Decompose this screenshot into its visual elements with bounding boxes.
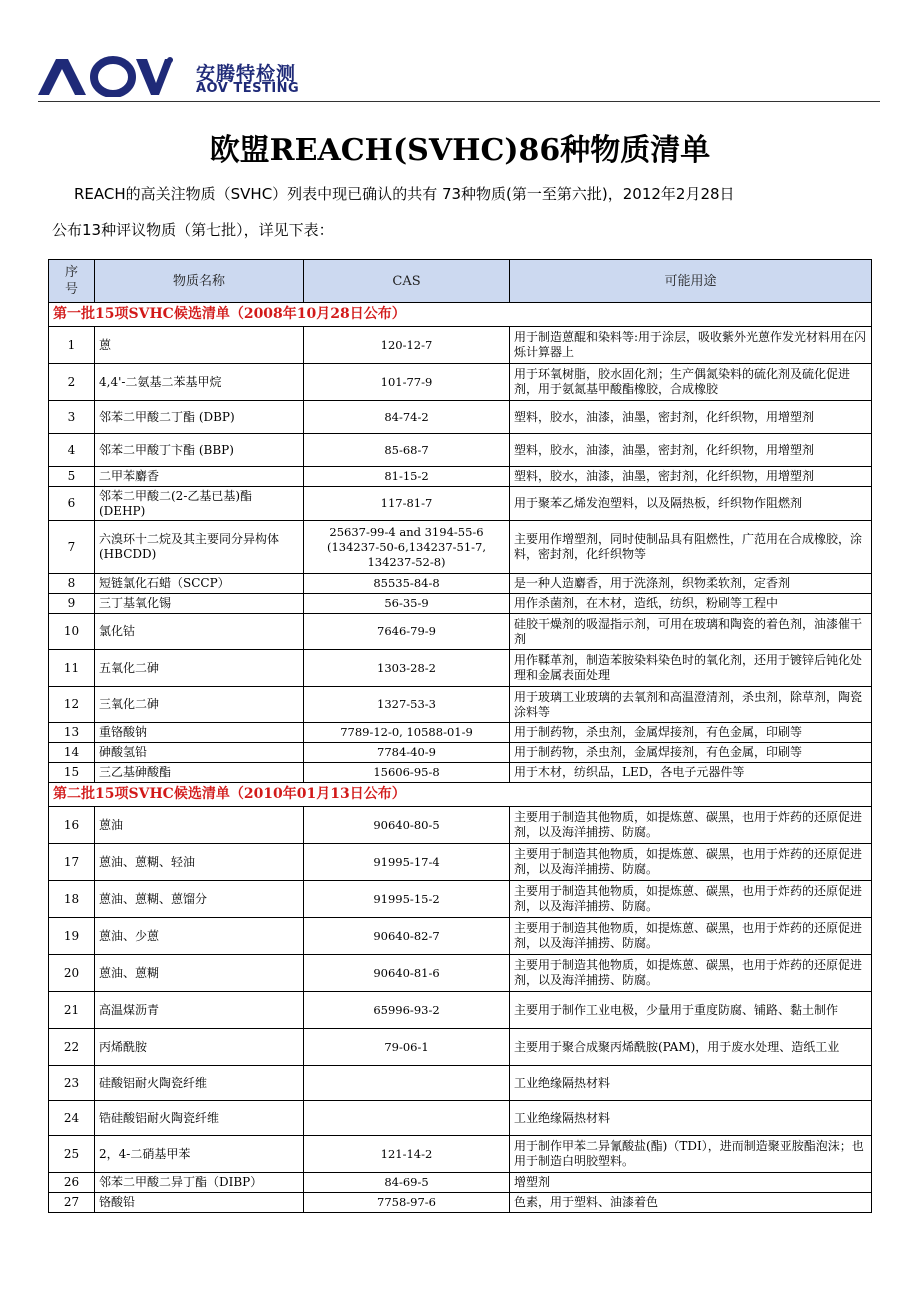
cell-cas: 7758-97-6 bbox=[304, 1193, 510, 1213]
cell-no: 23 bbox=[49, 1066, 95, 1101]
table-row bbox=[49, 881, 872, 918]
cell-name: 砷酸氢铅 bbox=[95, 743, 304, 763]
cell-no: 11 bbox=[49, 650, 95, 687]
cell-cas: 84-74-2 bbox=[304, 401, 510, 434]
header-no: 序号 bbox=[49, 260, 95, 303]
cell-use: 用作鞣革剂，制造苯胺染料染色时的氧化剂，还用于镀锌后钝化处理和金属表面处理 bbox=[510, 650, 872, 687]
table-row bbox=[49, 1136, 872, 1173]
cell-no: 18 bbox=[49, 881, 95, 918]
table-row bbox=[49, 401, 872, 434]
cell-name: 蒽油、蒽糊 bbox=[95, 955, 304, 992]
cell-use: 工业绝缘隔热材料 bbox=[510, 1101, 872, 1136]
cell-name: 蒽 bbox=[95, 327, 304, 364]
cell-name: 三丁基氧化锡 bbox=[95, 594, 304, 614]
table-row bbox=[49, 574, 872, 594]
batch-heading: 第二批15项SVHC候选清单（2010年01月13日公布） bbox=[49, 783, 872, 807]
table-row bbox=[49, 763, 872, 783]
cell-cas: 90640-80-5 bbox=[304, 807, 510, 844]
cell-use: 用于制造蒽醌和染料等:用于涂层，吸收紫外光蒽作发光材料用在闪烁计算器上 bbox=[510, 327, 872, 364]
cell-name: 重铬酸钠 bbox=[95, 723, 304, 743]
cell-name: 4,4'-二氨基二苯基甲烷 bbox=[95, 364, 304, 401]
cell-cas: 25637-99-4 and 3194-55-6 (134237-50-6,134237-51-7, 134237-52-8) bbox=[304, 521, 510, 574]
cell-no: 13 bbox=[49, 723, 95, 743]
cell-no: 21 bbox=[49, 992, 95, 1029]
intro-paragraph bbox=[52, 176, 882, 248]
cell-name: 邻苯二甲酸二丁酯 (DBP) bbox=[95, 401, 304, 434]
cell-no: 22 bbox=[49, 1029, 95, 1066]
cell-name: 蒽油 bbox=[95, 807, 304, 844]
cell-cas: 7646-79-9 bbox=[304, 614, 510, 650]
cell-no: 4 bbox=[49, 434, 95, 467]
aov-logo-icon bbox=[38, 55, 173, 97]
cell-cas: 121-14-2 bbox=[304, 1136, 510, 1173]
cell-cas: 120-12-7 bbox=[304, 327, 510, 364]
cell-use: 硅胶干燥剂的吸湿指示剂，可用在玻璃和陶瓷的着色剂，油漆催干剂 bbox=[510, 614, 872, 650]
cell-name: 硅酸铝耐火陶瓷纤维 bbox=[95, 1066, 304, 1101]
cell-use: 用于木材，纺织品，LED，各电子元器件等 bbox=[510, 763, 872, 783]
cell-no: 10 bbox=[49, 614, 95, 650]
cell-no: 27 bbox=[49, 1193, 95, 1213]
header-name: 物质名称 bbox=[95, 260, 304, 303]
cell-no: 14 bbox=[49, 743, 95, 763]
cell-use: 用于制药物，杀虫剂，金属焊接剂，有色金属，印刷等 bbox=[510, 723, 872, 743]
header-use: 可能用途 bbox=[510, 260, 872, 303]
company-name-en: AOV TESTING bbox=[196, 81, 300, 96]
cell-no: 2 bbox=[49, 364, 95, 401]
cell-use: 色素，用于塑料、油漆着色 bbox=[510, 1193, 872, 1213]
cell-use: 主要用于制造其他物质，如提炼蒽、碳黑，也用于炸药的还原促进剂，以及海洋捕捞、防腐。 bbox=[510, 807, 872, 844]
cell-cas bbox=[304, 1066, 510, 1101]
cell-no: 26 bbox=[49, 1173, 95, 1193]
cell-cas: 117-81-7 bbox=[304, 487, 510, 521]
header-cas: CAS bbox=[304, 260, 510, 303]
cell-no: 20 bbox=[49, 955, 95, 992]
cell-name: 锆硅酸铝耐火陶瓷纤维 bbox=[95, 1101, 304, 1136]
table-row bbox=[49, 594, 872, 614]
cell-use: 增塑剂 bbox=[510, 1173, 872, 1193]
cell-no: 6 bbox=[49, 487, 95, 521]
cell-use: 用于环氧树脂，胶水固化剂；生产偶氮染料的硫化剂及硫化促进剂，用于氨氮基甲酸酯橡胶，合成橡胶 bbox=[510, 364, 872, 401]
cell-no: 8 bbox=[49, 574, 95, 594]
cell-name: 蒽油、少蒽 bbox=[95, 918, 304, 955]
cell-use: 主要用于制作工业电极，少量用于重度防腐、铺路、黏土制作 bbox=[510, 992, 872, 1029]
cell-name: 三乙基砷酸酯 bbox=[95, 763, 304, 783]
cell-use: 是一种人造麝香，用于洗涤剂，织物柔软剂，定香剂 bbox=[510, 574, 872, 594]
cell-name: 六溴环十二烷及其主要同分异构体(HBCDD) bbox=[95, 521, 304, 574]
cell-cas: 7784-40-9 bbox=[304, 743, 510, 763]
table-row bbox=[49, 650, 872, 687]
cell-use: 主要用作增塑剂，同时使制品具有阻燃性，广范用在合成橡胶，涂料，密封剂，化纤织物等 bbox=[510, 521, 872, 574]
table-header-row bbox=[49, 260, 872, 303]
cell-cas: 56-35-9 bbox=[304, 594, 510, 614]
batch-heading: 第一批15项SVHC候选清单（2008年10月28日公布） bbox=[49, 303, 872, 327]
cell-no: 9 bbox=[49, 594, 95, 614]
cell-cas: 1303-28-2 bbox=[304, 650, 510, 687]
table-row bbox=[49, 614, 872, 650]
cell-no: 24 bbox=[49, 1101, 95, 1136]
table-row bbox=[49, 807, 872, 844]
cell-cas: 85-68-7 bbox=[304, 434, 510, 467]
cell-name: 二甲苯麝香 bbox=[95, 467, 304, 487]
table-row bbox=[49, 364, 872, 401]
cell-use: 塑料，胶水，油漆，油墨，密封剂，化纤织物，用增塑剂 bbox=[510, 467, 872, 487]
cell-name: 蒽油、蒽糊、蒽馏分 bbox=[95, 881, 304, 918]
cell-use: 主要用于制造其他物质，如提炼蒽、碳黑，也用于炸药的还原促进剂，以及海洋捕捞、防腐。 bbox=[510, 844, 872, 881]
table-row bbox=[49, 723, 872, 743]
cell-cas: 1327-53-3 bbox=[304, 687, 510, 723]
cell-cas: 81-15-2 bbox=[304, 467, 510, 487]
table-row bbox=[49, 521, 872, 574]
cell-no: 16 bbox=[49, 807, 95, 844]
table-row bbox=[49, 1101, 872, 1136]
cell-cas: 79-06-1 bbox=[304, 1029, 510, 1066]
table-row bbox=[49, 1173, 872, 1193]
table-row bbox=[49, 743, 872, 763]
cell-name: 2，4-二硝基甲苯 bbox=[95, 1136, 304, 1173]
intro-line-2: 公布13种评议物质（第七批），详见下表： bbox=[52, 221, 334, 239]
batch-2-row bbox=[49, 783, 872, 807]
intro-line-1: REACH的高关注物质（SVHC）列表中现已确认的共有 73种物质(第一至第六批)，2012年2月28日 bbox=[74, 185, 735, 203]
cell-name: 蒽油、蒽糊、轻油 bbox=[95, 844, 304, 881]
table-row bbox=[49, 1066, 872, 1101]
cell-use: 主要用于聚合成聚丙烯酰胺(PAM)，用于废水处理、造纸工业 bbox=[510, 1029, 872, 1066]
table-row bbox=[49, 434, 872, 467]
cell-name: 铬酸铅 bbox=[95, 1193, 304, 1213]
cell-use: 用于聚苯乙烯发泡塑料，以及隔热板，纤织物作阻燃剂 bbox=[510, 487, 872, 521]
cell-use: 塑料，胶水，油漆，油墨，密封剂，化纤织物，用增塑剂 bbox=[510, 401, 872, 434]
cell-no: 7 bbox=[49, 521, 95, 574]
cell-cas: 90640-81-6 bbox=[304, 955, 510, 992]
table-row bbox=[49, 955, 872, 992]
cell-no: 17 bbox=[49, 844, 95, 881]
cell-no: 15 bbox=[49, 763, 95, 783]
cell-cas: 101-77-9 bbox=[304, 364, 510, 401]
table-body bbox=[49, 303, 872, 1213]
table-row bbox=[49, 327, 872, 364]
cell-name: 短链氯化石蜡（SCCP） bbox=[95, 574, 304, 594]
cell-name: 邻苯二甲酸丁卞酯 (BBP) bbox=[95, 434, 304, 467]
cell-name: 氯化钴 bbox=[95, 614, 304, 650]
cell-use: 用于制作甲苯二异氰酸盐(酯)（TDI），进而制造聚亚胺酯泡沫；也用于制造白明胶塑料。 bbox=[510, 1136, 872, 1173]
cell-use: 用作杀菌剂，在木材，造纸，纺织，粉刷等工程中 bbox=[510, 594, 872, 614]
batch-1-row bbox=[49, 303, 872, 327]
document-title: 欧盟REACH(SVHC)86种物质清单 bbox=[209, 133, 711, 168]
cell-use: 主要用于制造其他物质，如提炼蒽、碳黑，也用于炸药的还原促进剂，以及海洋捕捞、防腐。 bbox=[510, 918, 872, 955]
cell-name: 五氧化二砷 bbox=[95, 650, 304, 687]
cell-name: 邻苯二甲酸二异丁酯（DIBP） bbox=[95, 1173, 304, 1193]
table-row bbox=[49, 1193, 872, 1213]
table-row bbox=[49, 992, 872, 1029]
cell-cas: 15606-95-8 bbox=[304, 763, 510, 783]
header-divider bbox=[38, 101, 880, 102]
cell-use: 工业绝缘隔热材料 bbox=[510, 1066, 872, 1101]
cell-no: 1 bbox=[49, 327, 95, 364]
cell-cas: 7789-12-0, 10588-01-9 bbox=[304, 723, 510, 743]
cell-no: 25 bbox=[49, 1136, 95, 1173]
cell-use: 用于制药物，杀虫剂，金属焊接剂，有色金属，印刷等 bbox=[510, 743, 872, 763]
table-row bbox=[49, 844, 872, 881]
cell-name: 邻苯二甲酸二(2-乙基已基)酯 (DEHP) bbox=[95, 487, 304, 521]
cell-cas: 91995-15-2 bbox=[304, 881, 510, 918]
company-name-cn: 安腾特检测 bbox=[196, 63, 297, 85]
svhc-table bbox=[48, 259, 872, 1213]
cell-cas: 65996-93-2 bbox=[304, 992, 510, 1029]
cell-cas bbox=[304, 1101, 510, 1136]
cell-no: 19 bbox=[49, 918, 95, 955]
cell-name: 高温煤沥青 bbox=[95, 992, 304, 1029]
cell-cas: 84-69-5 bbox=[304, 1173, 510, 1193]
cell-use: 主要用于制造其他物质，如提炼蒽、碳黑，也用于炸药的还原促进剂，以及海洋捕捞、防腐。 bbox=[510, 955, 872, 992]
cell-cas: 85535-84-8 bbox=[304, 574, 510, 594]
cell-cas: 90640-82-7 bbox=[304, 918, 510, 955]
cell-use: 塑料，胶水，油漆，油墨，密封剂，化纤织物，用增塑剂 bbox=[510, 434, 872, 467]
table-row bbox=[49, 467, 872, 487]
cell-no: 3 bbox=[49, 401, 95, 434]
cell-use: 主要用于制造其他物质，如提炼蒽、碳黑，也用于炸药的还原促进剂，以及海洋捕捞、防腐。 bbox=[510, 881, 872, 918]
table-row bbox=[49, 918, 872, 955]
cell-name: 丙烯酰胺 bbox=[95, 1029, 304, 1066]
cell-no: 5 bbox=[49, 467, 95, 487]
cell-cas: 91995-17-4 bbox=[304, 844, 510, 881]
cell-name: 三氧化二砷 bbox=[95, 687, 304, 723]
page-header bbox=[38, 55, 880, 103]
table-row bbox=[49, 687, 872, 723]
table-row bbox=[49, 1029, 872, 1066]
cell-no: 12 bbox=[49, 687, 95, 723]
table-row bbox=[49, 487, 872, 521]
cell-use: 用于玻璃工业玻璃的去氧剂和高温澄清剂，杀虫剂，除草剂，陶瓷涂料等 bbox=[510, 687, 872, 723]
